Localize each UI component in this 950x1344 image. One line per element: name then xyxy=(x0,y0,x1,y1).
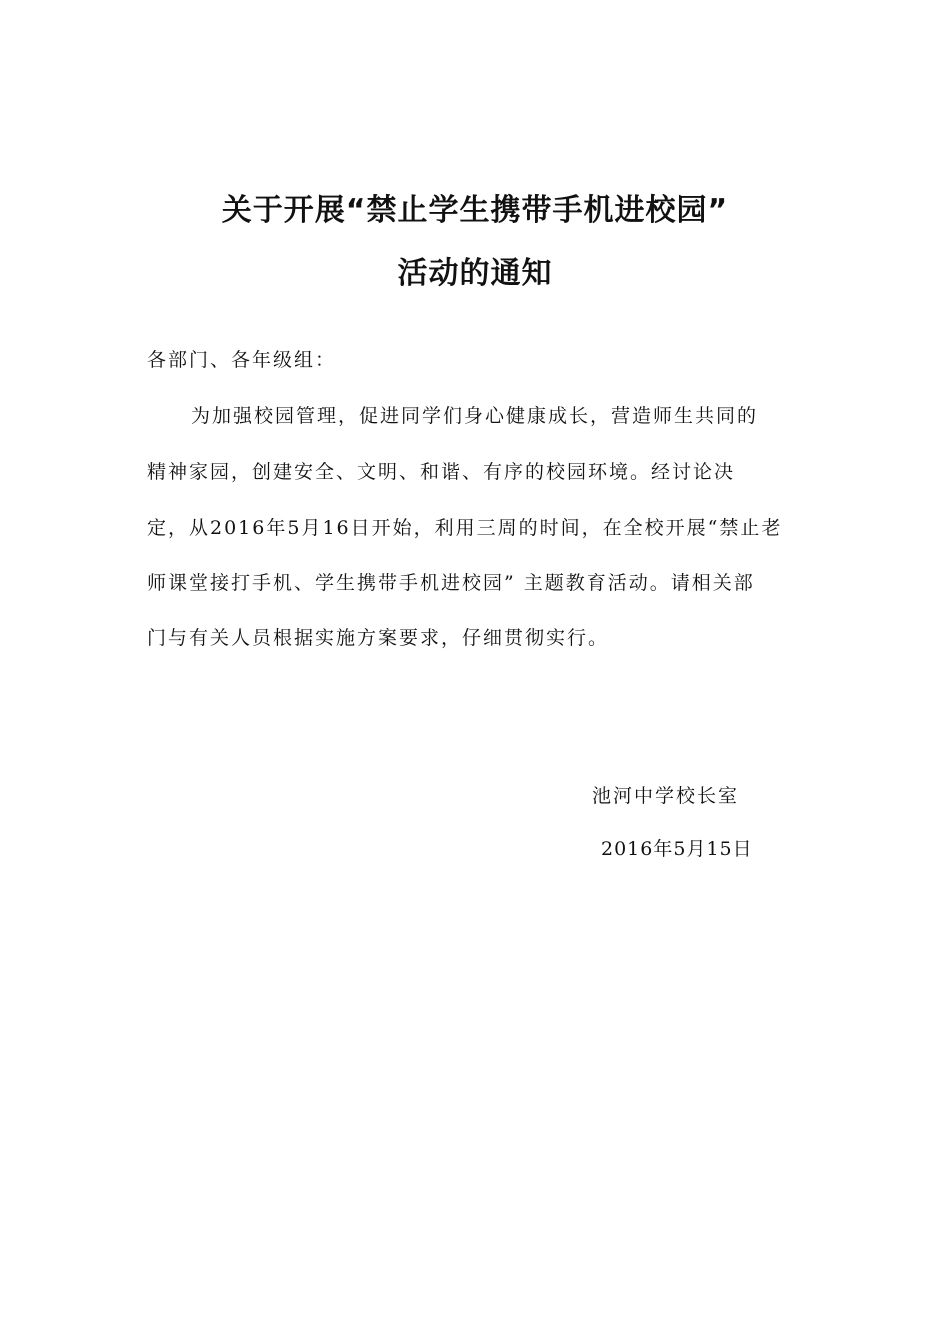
body-paragraph-line: 门与有关人员根据实施方案要求，仔细贯彻实行。 xyxy=(147,627,610,649)
document-title-line-2: 活动的通知 xyxy=(397,256,553,291)
salutation: 各部门、各年级组： xyxy=(147,349,337,371)
body-paragraph-line: 师课堂接打手机、学生携带手机进校园” 主题教育活动。请相关部 xyxy=(147,572,755,594)
body-paragraph-line: 为加强校园管理，促进同学们身心健康成长，营造师生共同的 xyxy=(191,405,759,427)
document-title-line-1: 关于开展“禁止学生携带手机进校园” xyxy=(221,193,729,228)
signature-issuer: 池河中学校长室 xyxy=(592,785,740,807)
body-paragraph-line: 精神家园，创建安全、文明、和谐、有序的校园环境。经讨论决 xyxy=(147,461,736,483)
signature-date: 2016年5月15日 xyxy=(601,838,753,860)
body-paragraph-line: 定，从2016年5月16日开始，利用三周的时间，在全校开展“禁止老 xyxy=(147,517,783,539)
